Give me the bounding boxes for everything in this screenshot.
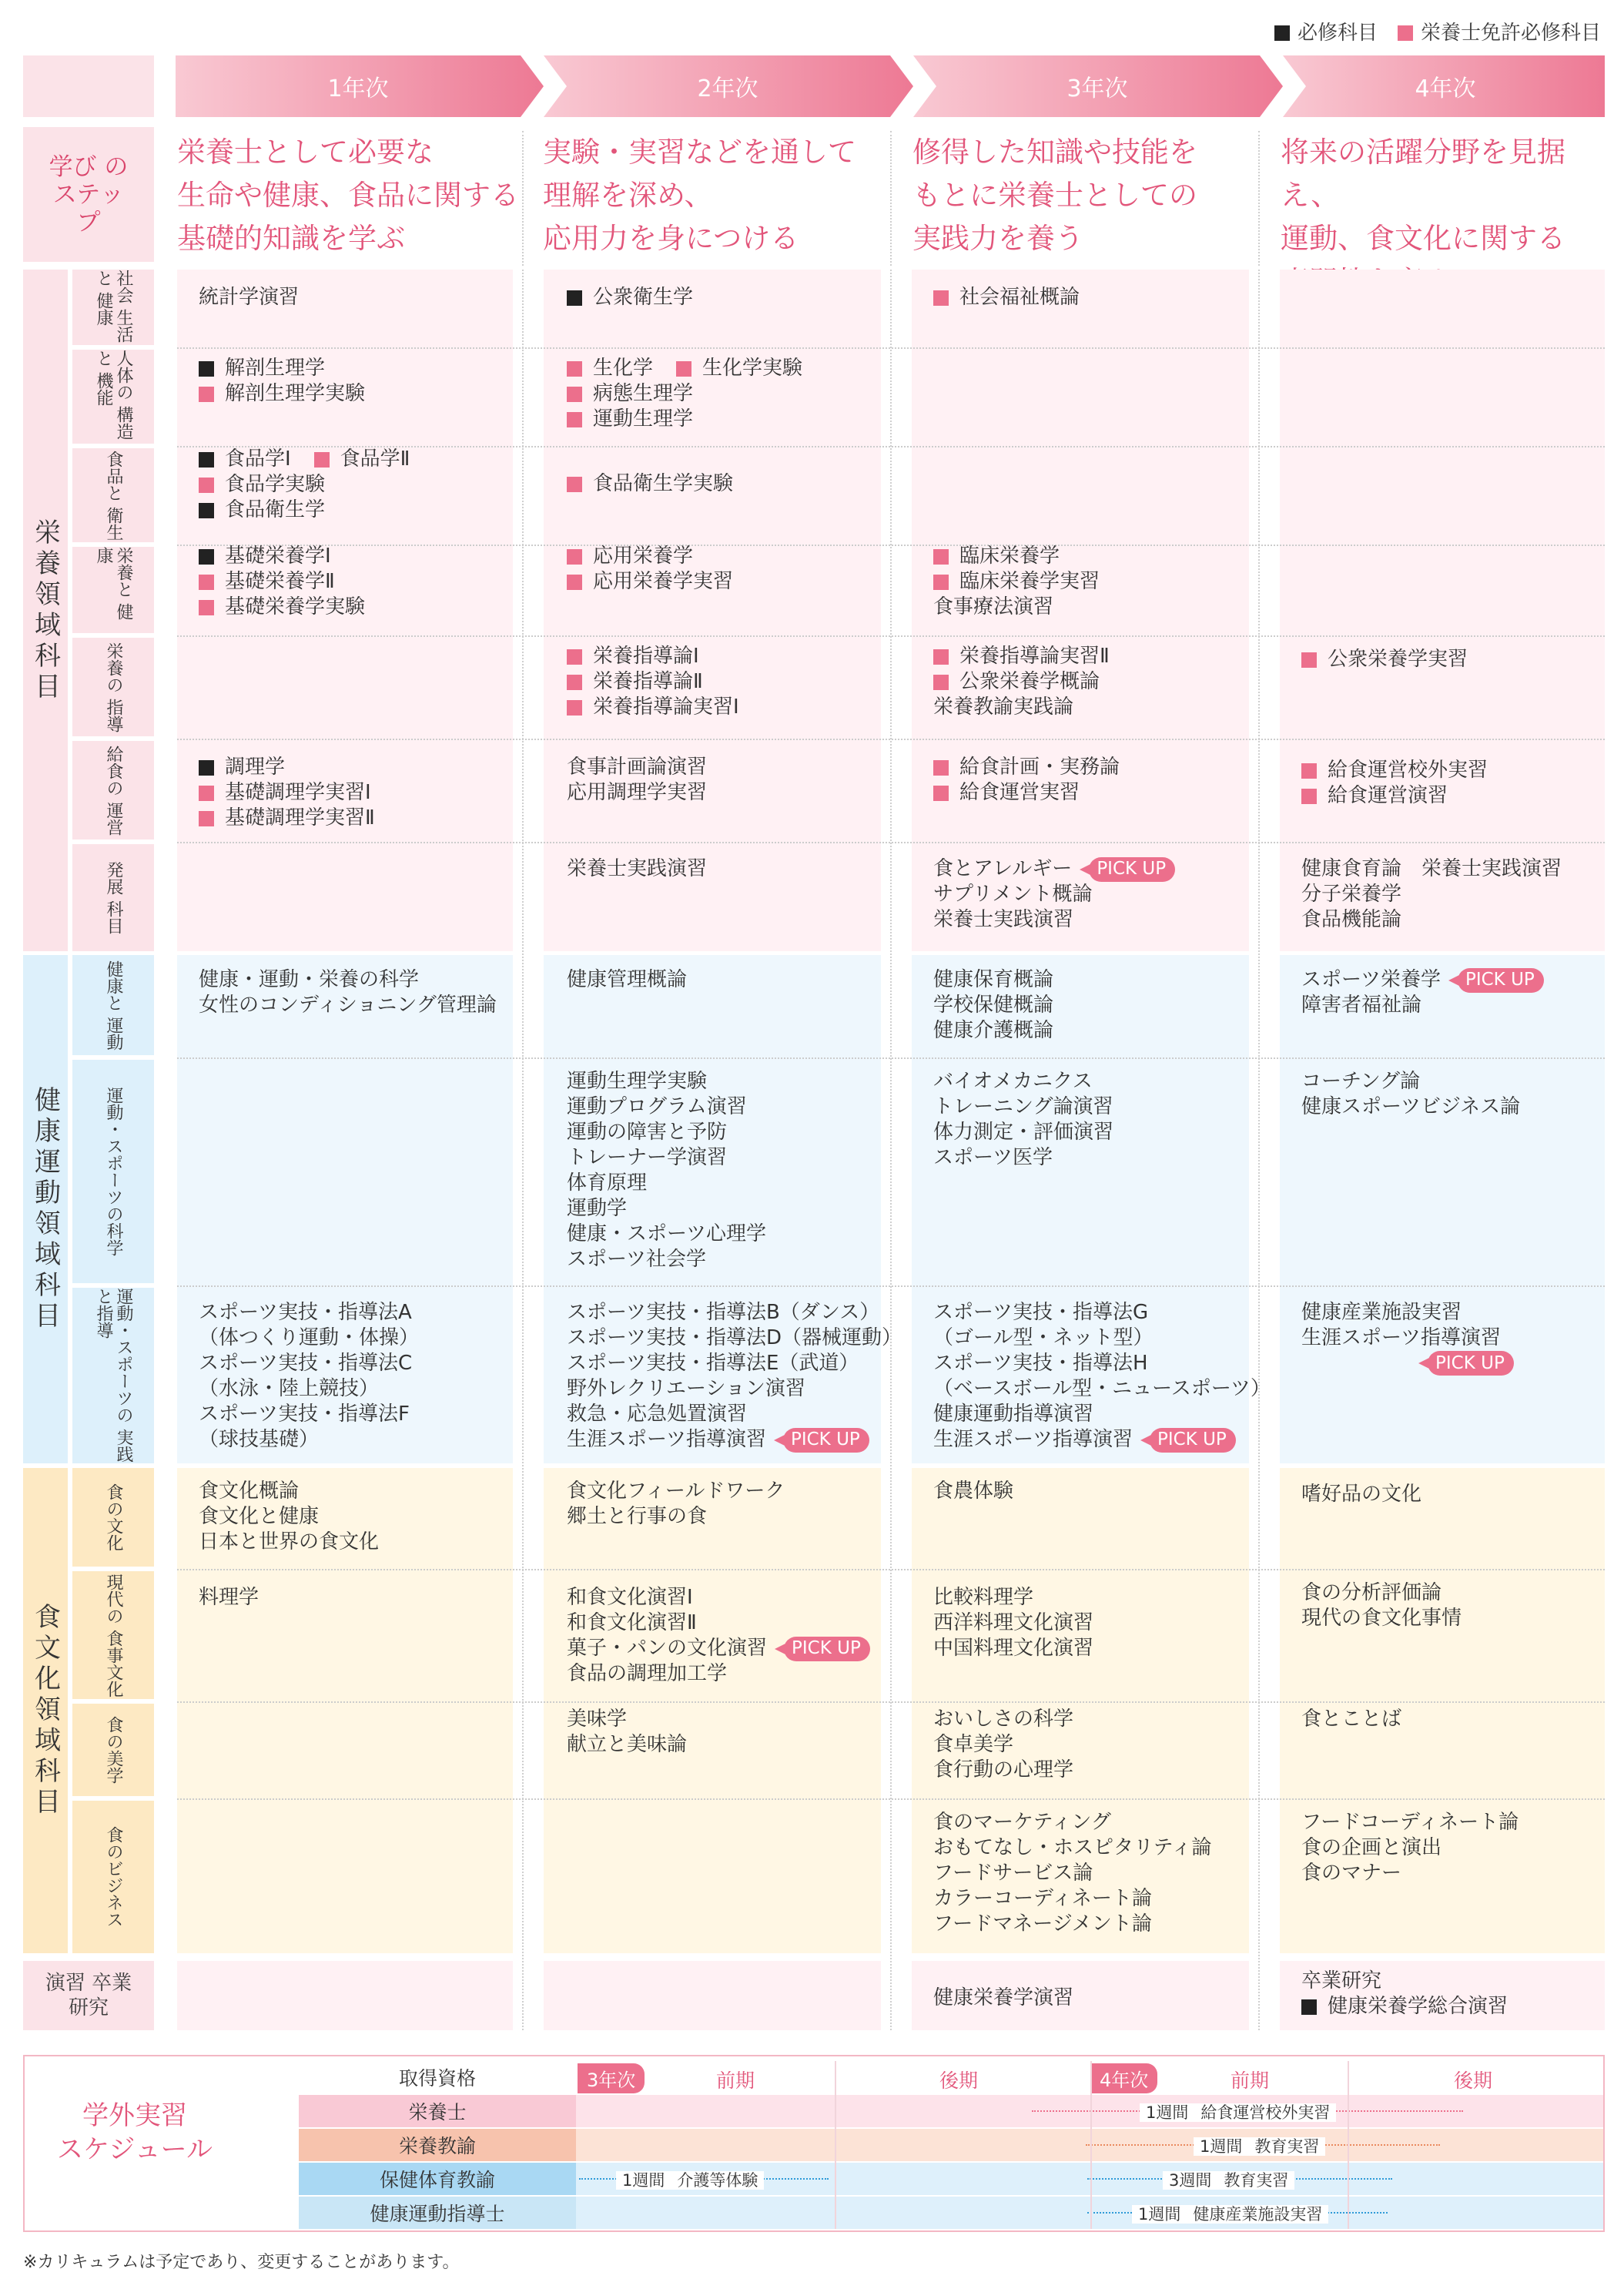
footnote: ※カリキュラムは予定であり、変更することがあります。 [23,2253,460,2272]
column-gap [881,270,912,2030]
year-2-label: 2年次 [697,75,758,102]
license-marker-icon [567,387,582,402]
license-marker-icon [199,387,214,402]
row-divider [177,1057,1605,1059]
course-cell: 栄養指導論実習Ⅱ 公衆栄養学概論 栄養教諭実践論 [933,645,1110,719]
course-cell: 公衆衛生学 [567,285,693,310]
schedule-entry: 3週間 教育実習 [1163,2168,1294,2191]
year3-second-term: 後期 [939,2070,979,2092]
course-cell: コーチング論 健康スポーツビジネス論 [1301,1070,1521,1118]
legend-required: 必修科目 [1274,17,1378,45]
schedule-row-label: 保健体育教諭 [299,2163,576,2195]
course-cell: 給食運営校外実習 給食運営演習 [1301,758,1488,809]
header-corner [23,55,154,117]
year-3-label: 3年次 [1066,75,1128,102]
course-cell: 解剖生理学 解剖生理学実験 [199,356,365,407]
course-cell: フードコーディネート論 食の企画と演出 食のマナー [1301,1811,1519,1885]
course-cell: 統計学演習 [199,286,300,309]
row-divider [177,1285,1605,1287]
year4-first-term: 前期 [1231,2070,1270,2092]
course-cell: 生化学 生化学実験 病態生理学 運動生理学 [567,356,802,432]
license-marker-icon [933,649,949,665]
row-divider [177,739,1605,740]
license-marker-icon [1301,652,1317,668]
pickup-badge: PICK UP [783,1428,869,1453]
course-cell: 美味学 献立と美味論 [567,1708,688,1756]
subcat-body: 人体の 構造と 機能 [72,350,154,444]
legend [1274,17,1601,45]
legend-license: 栄養士免許必修科目 [1398,17,1601,45]
required-marker-icon [199,549,214,565]
pickup-badge: PICK UP [1089,857,1175,882]
license-marker-icon [1301,763,1317,779]
course-cell: 健康産業施設実習 生涯スポーツ指導演習 PICK UP [1301,1300,1514,1376]
license-marker-icon [199,811,214,826]
pickup-badge: PICK UP [1150,1428,1236,1453]
license-marker-icon [933,675,949,690]
step-year-3: 修得した知識や技能を もとに栄養士としての 実践力を養う [912,136,1197,255]
year-1-label: 1年次 [327,75,389,102]
course-cell: 給食計画・実務論 給食運営実習 [933,755,1120,806]
course-cell: 食文化フィールドワーク 郷土と行事の食 [567,1480,785,1528]
pickup-badge: PICK UP [1458,968,1544,993]
course-cell: 臨床栄養学 臨床栄養学実習 食事療法演習 [933,545,1100,618]
course-cell: 調理学 基礎調理学実習Ⅰ 基礎調理学実習Ⅱ [199,755,375,831]
schedule-header-label: 取得資格 [398,2067,476,2090]
course-cell: 食品衛生学実験 [567,471,733,497]
course-cell: スポーツ実技・指導法G （ゴール型・ネット型） スポーツ実技・指導法H （ベースボール型・ニュースポーツ） 健康運動指導演習 生涯スポーツ指導演習 PICK UP [933,1301,1271,1451]
subcat-food-business: 食のビジネス [72,1801,154,1953]
schedule-row-label: 栄養士 [299,2095,576,2127]
black-square-icon [1274,25,1290,41]
step-divider [1258,131,1261,266]
license-marker-icon [567,361,582,377]
subcat-health-exercise: 健康と 運動 [72,955,154,1055]
course-cell: 食農体験 [933,1480,1014,1503]
schedule-row-label: 栄養教諭 [299,2129,576,2161]
schedule-entry: 1週間 給食運営校外実習 [1140,2100,1336,2123]
course-cell: スポーツ実技・指導法B（ダンス） スポーツ実技・指導法D（器械運動） スポーツ実技・指導法E（武道） 野外レクリエーション演習 救急・応急処置演習 生涯スポーツ指導演習 PICK UP [567,1301,902,1451]
course-cell: 健康保育概論 学校保健概論 健康介護概論 [933,968,1054,1042]
course-cell: 食とことば [1301,1708,1402,1731]
license-marker-icon [199,786,214,801]
course-cell: 健康食育論 栄養士実践演習 分子栄養学 食品機能論 [1301,857,1562,931]
license-marker-icon [567,549,582,565]
course-cell: 比較料理学 西洋料理文化演習 中国料理文化演習 [933,1586,1094,1660]
term-divider [835,2061,836,2229]
column-divider [522,270,525,2030]
subcat-sports-science: 運動・スポーツの科学 [72,1060,154,1283]
subcat-food-hygiene: 食品と 衛生 [72,448,154,542]
required-marker-icon [567,290,582,306]
license-marker-icon [933,549,949,565]
subcat-society: 社会 生活と 健康 [72,270,154,345]
license-marker-icon [314,452,330,468]
nutrition-domain-label: 栄養領域科目 [29,518,61,703]
course-cell: 応用栄養学 応用栄養学実習 [567,544,733,595]
column-gap [1249,270,1280,2030]
step-divider [890,131,893,266]
course-cell: 食事計画論演習 応用調理学実習 [567,756,708,804]
step-label: 学び の ステップ [23,127,154,262]
step-year-2: 実験・実習などを通して 理解を深め、 応用力を身につける [543,136,856,255]
schedule-row-label: 健康運動指導士 [299,2197,576,2229]
course-cell: おいしさの科学 食卓美学 食行動の心理学 [933,1708,1074,1781]
column-gap [513,270,544,2030]
license-marker-icon [567,575,582,590]
pickup-badge: PICK UP [784,1637,870,1661]
course-cell: 料理学 [199,1586,260,1609]
subcat-food-service: 給食の 運営 [72,741,154,840]
course-cell: 運動生理学実験 運動プログラム演習 運動の障害と予防 トレーナー学演習 体育原理 運動学 健康・スポーツ心理学 スポーツ社会学 [567,1070,766,1271]
year-4-label: 4年次 [1415,75,1476,102]
course-cell: スポーツ栄養学 PICK UP 障害者福祉論 [1301,967,1544,1018]
course-cell: スポーツ実技・指導法A （体つくり運動・体操） スポーツ実技・指導法C （水泳・陸上競技） スポーツ実技・指導法F （球技基礎） [199,1301,420,1451]
subcat-advanced: 発展 科目 [72,844,154,951]
step-year-1: 栄養士として必要な 生命や健康、食品に関する 基礎的知識を学ぶ [177,136,519,255]
course-cell: 卒業研究 健康栄養学総合演習 [1301,1969,1508,2018]
license-marker-icon [1301,789,1317,804]
course-cell: 和食文化演習Ⅰ 和食文化演習Ⅱ 菓子・パンの文化演習 PICK UP 食品の調理加工学 [567,1585,870,1687]
license-marker-icon [567,412,582,427]
license-marker-icon [199,575,214,590]
course-cell: 健康・運動・栄養の科学 女性のコンディショニング管理論 [199,968,497,1017]
course-cell: 嗜好品の文化 [1301,1483,1422,1506]
pickup-badge: PICK UP [1428,1351,1514,1376]
year3-first-term: 前期 [716,2070,755,2092]
subcat-food-culture: 食の文化 [72,1468,154,1567]
license-marker-icon [567,649,582,665]
subcat-nutrition-health: 栄養と 健康 [72,547,154,633]
course-cell: 栄養指導論Ⅰ 栄養指導論Ⅱ 栄養指導論実習Ⅰ [567,644,739,720]
subcat-food-aesthetics: 食の美学 [72,1704,154,1796]
row-divider [177,347,1605,349]
course-cell: 食のマーケティング おもてなし・ホスピタリティ論 フードサービス論 カラーコーディネート論 フードマネージメント論 [933,1811,1212,1935]
required-marker-icon [199,452,214,468]
schedule-title: 学外実習 スケジュール [57,2100,213,2165]
row-divider [177,1701,1605,1703]
year4-second-term: 後期 [1454,2070,1493,2092]
column-divider [890,270,893,2030]
course-cell: 栄養士実践演習 [567,857,708,880]
pink-square-icon [1398,25,1413,41]
course-cell: 食品学Ⅰ 食品学Ⅱ 食品学実験 食品衛生学 [199,447,410,523]
subcat-sports-practice: 運動・スポーツの 実践と指導 [72,1288,154,1463]
food-culture-domain-label: 食文化領域科目 [29,1603,61,1818]
row-divider [177,1798,1605,1800]
subcat-guidance: 栄養の 指導 [72,638,154,736]
row-divider [177,842,1605,843]
course-cell: 基礎栄養学Ⅰ 基礎栄養学Ⅱ 基礎栄養学実験 [199,544,365,620]
schedule-entry: 1週間 教育実習 [1194,2134,1325,2157]
row-divider [177,635,1605,637]
step-year-4: 将来の活躍分野を見据え、 運動、食文化に関する [1281,136,1565,255]
year3-tag: 3年次 [578,2063,645,2093]
license-marker-icon [199,600,214,615]
license-marker-icon [933,290,949,306]
term-divider [1348,2061,1349,2229]
column-divider [1258,270,1261,2030]
required-marker-icon [199,760,214,776]
license-marker-icon [933,760,949,776]
health-domain-label: 健康運動領域科目 [29,1086,61,1332]
license-marker-icon [933,786,949,801]
license-marker-icon [567,700,582,716]
license-marker-icon [199,478,214,493]
license-marker-icon [933,575,949,590]
course-cell: 健康管理概論 [567,968,688,991]
course-cell: 食文化概論 食文化と健康 日本と世界の食文化 [199,1480,380,1553]
course-cell: バイオメカニクス トレーニング論演習 体力測定・評価演習 スポーツ医学 [933,1070,1114,1169]
seminar-label: 演習 卒業研究 [23,1961,154,2030]
license-marker-icon [567,675,582,690]
license-marker-icon [567,477,582,492]
required-marker-icon [1301,1999,1317,2015]
step-divider [522,131,525,266]
course-cell: 健康栄養学演習 [933,1986,1074,2009]
year4-tag: 4年次 [1090,2063,1157,2093]
course-cell: 食とアレルギー PICK UP サプリメント概論 栄養士実践演習 [933,856,1175,933]
license-marker-icon [676,361,691,377]
row-divider [177,545,1605,546]
course-cell: 食の分析評価論 現代の食文化事情 [1301,1581,1462,1630]
course-cell: 社会福祉概論 [933,285,1080,310]
term-divider [1090,2061,1092,2229]
schedule-entry: 1週間 介護等体験 [616,2168,764,2191]
course-cell: 公衆栄養学実習 [1301,647,1468,672]
required-marker-icon [199,361,214,377]
row-divider [177,1569,1605,1570]
schedule-entry: 1週間 健康産業施設実習 [1132,2202,1328,2225]
required-marker-icon [199,503,214,518]
subcat-modern-food: 現代の 食事文化 [72,1571,154,1699]
